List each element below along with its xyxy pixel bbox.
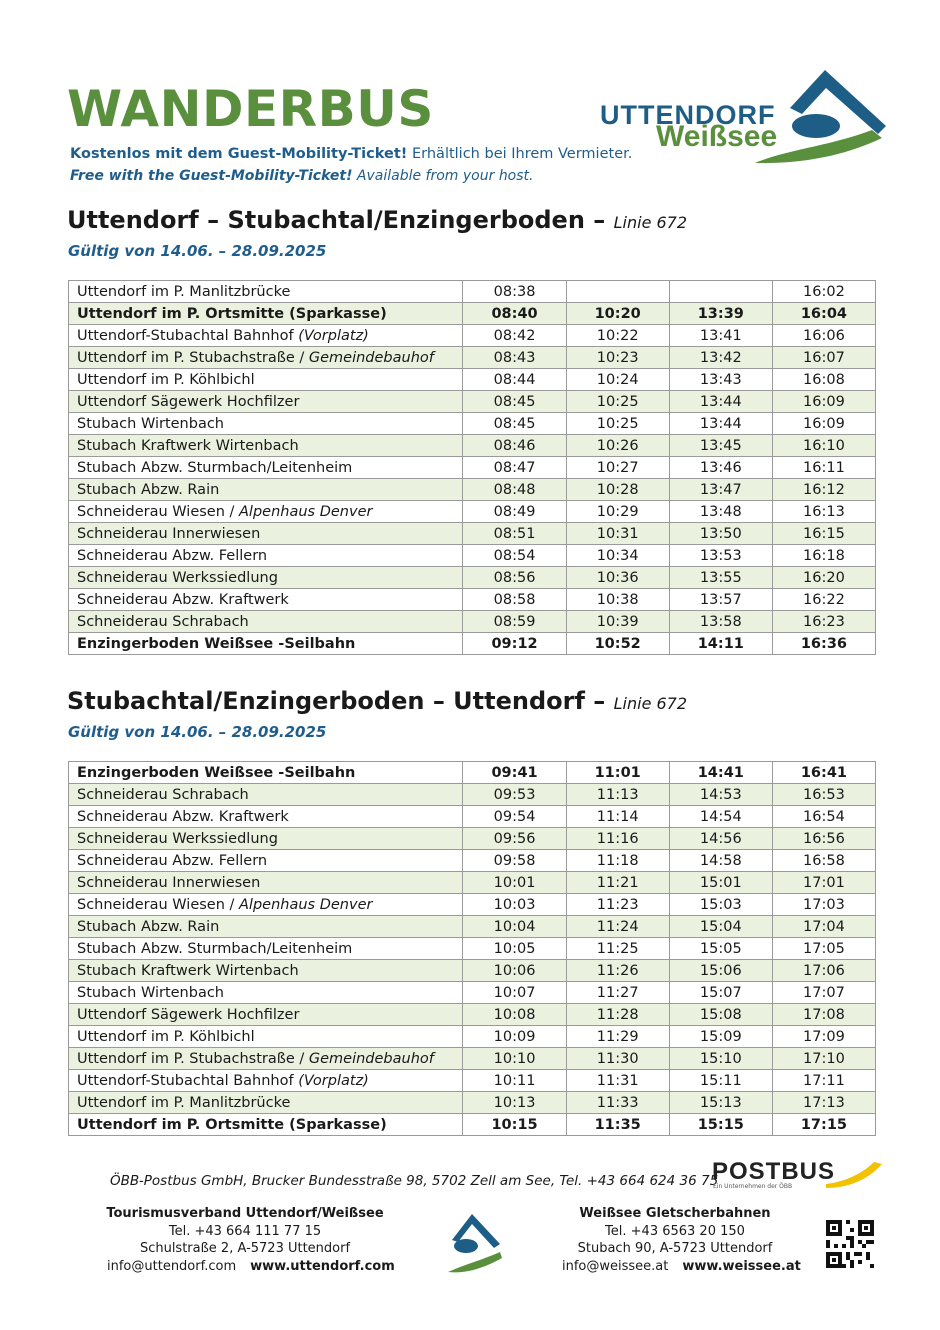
stop-name-cell: [69, 960, 463, 982]
stop-name-cell: [69, 523, 463, 545]
departure-time-cell: 10:07: [463, 982, 566, 1004]
stop-name-cell: [69, 611, 463, 633]
stop-name: Stubach Abzw. Sturmbach/Leitenheim: [77, 459, 353, 476]
departure-time-cell: 10:06: [463, 960, 566, 982]
departure-time-cell: 13:45: [669, 435, 772, 457]
tourism-office-name: Tourismusverband Uttendorf/Weißsee: [106, 1206, 384, 1221]
departure-time-cell: 15:15: [669, 1114, 772, 1136]
stop-name-detail: (Vorplatz): [298, 327, 369, 344]
departure-time-cell: 15:04: [669, 916, 772, 938]
departure-time-cell: 17:13: [772, 1092, 875, 1114]
departure-time-cell: 14:58: [669, 850, 772, 872]
logo-text-uttendorf: UTTENDORF: [600, 100, 776, 130]
stop-name-cell: [69, 347, 463, 369]
tourism-office-contact: [100, 1205, 395, 1275]
departure-time-cell: 13:50: [669, 523, 772, 545]
departure-time-cell: 10:39: [566, 611, 669, 633]
stop-name: Uttendorf im P. Manlitzbrücke: [77, 283, 291, 300]
departure-time-cell: 11:25: [566, 938, 669, 960]
departure-time-cell: 11:35: [566, 1114, 669, 1136]
departure-time-cell: 16:36: [772, 633, 875, 655]
departure-time-cell: 08:48: [463, 479, 566, 501]
stop-name: Stubach Kraftwerk Wirtenbach: [77, 437, 299, 454]
departure-time-cell: 17:11: [772, 1070, 875, 1092]
subtitle-english-bold: Free with the Guest-Mobility-Ticket!: [70, 168, 353, 184]
section1-title: [67, 206, 687, 234]
table-row: [69, 806, 876, 828]
section2-route: Stubachtal/Enzingerboden – Uttendorf –: [67, 687, 614, 715]
departure-time-cell: 08:42: [463, 325, 566, 347]
table-row: [69, 567, 876, 589]
departure-time-cell: 16:08: [772, 369, 875, 391]
departure-time-cell: 14:56: [669, 828, 772, 850]
departure-time-cell: 13:39: [669, 303, 772, 325]
postbus-logo: [712, 1158, 882, 1198]
departure-time-cell: 16:04: [772, 303, 875, 325]
departure-time-cell: 16:20: [772, 567, 875, 589]
table-row: [69, 413, 876, 435]
stop-name-cell: [69, 916, 463, 938]
stop-name-detail: Gemeindebauhof: [308, 349, 434, 366]
departure-time-cell: 17:09: [772, 1026, 875, 1048]
stop-name: Schneiderau Abzw. Kraftwerk: [77, 808, 289, 825]
stop-name: Uttendorf im P. Manlitzbrücke: [77, 1094, 291, 1111]
tourism-office-tel: Tel. +43 664 111 77 15: [168, 1223, 322, 1239]
departure-time-cell: 16:06: [772, 325, 875, 347]
stop-name: Uttendorf Sägewerk Hochfilzer: [77, 1006, 300, 1023]
departure-time-cell: 09:58: [463, 850, 566, 872]
departure-time-cell: 16:22: [772, 589, 875, 611]
departure-time-cell: 10:28: [566, 479, 669, 501]
section2-title: [67, 687, 687, 715]
glacier-railway-name: Weißsee Gletscherbahnen: [579, 1206, 771, 1221]
departure-time-cell: 08:45: [463, 391, 566, 413]
table-row: [69, 281, 876, 303]
table-row: [69, 938, 876, 960]
section2-line: Linie 672: [613, 694, 688, 713]
table-row: [69, 457, 876, 479]
stop-name-cell: [69, 545, 463, 567]
departure-time-cell: 10:01: [463, 872, 566, 894]
stop-name: Schneiderau Wiesen /: [77, 503, 240, 520]
departure-time-cell: 16:58: [772, 850, 875, 872]
subtitle-german-bold: Kostenlos mit dem Guest-Mobility-Ticket!: [70, 146, 408, 162]
table-row: [69, 872, 876, 894]
departure-time-cell: 15:08: [669, 1004, 772, 1026]
stop-name: Uttendorf im P. Ortsmitte (Sparkasse): [77, 305, 387, 322]
departure-time-cell: 08:58: [463, 589, 566, 611]
stop-name: Uttendorf im P. Köhlbichl: [77, 371, 255, 388]
departure-time-cell: 14:41: [669, 762, 772, 784]
glacier-railway-address: Stubach 90, A-5723 Uttendorf: [577, 1241, 773, 1256]
departure-time-cell: 11:01: [566, 762, 669, 784]
departure-time-cell: 10:20: [566, 303, 669, 325]
postbus-wordmark: POSTBUS: [712, 1158, 836, 1185]
stop-name-cell: [69, 1026, 463, 1048]
table-row: [69, 303, 876, 325]
departure-time-cell: 10:25: [566, 413, 669, 435]
stop-name: Schneiderau Schrabach: [77, 613, 249, 630]
departure-time-cell: 08:56: [463, 567, 566, 589]
departure-time-cell: 08:49: [463, 501, 566, 523]
departure-time-cell: 09:54: [463, 806, 566, 828]
departure-time-cell: 13:42: [669, 347, 772, 369]
departure-time-cell: 13:44: [669, 391, 772, 413]
stop-name-cell: [69, 894, 463, 916]
departure-time-cell: 11:28: [566, 1004, 669, 1026]
departure-time-cell: 11:18: [566, 850, 669, 872]
stop-name: Stubach Abzw. Sturmbach/Leitenheim: [77, 940, 353, 957]
stop-name-cell: [69, 457, 463, 479]
departure-time-cell: 15:07: [669, 982, 772, 1004]
departure-time-cell: 09:12: [463, 633, 566, 655]
departure-time-cell: 14:53: [669, 784, 772, 806]
stop-name: Stubach Kraftwerk Wirtenbach: [77, 962, 299, 979]
departure-time-cell: 16:09: [772, 391, 875, 413]
stop-name-cell: [69, 391, 463, 413]
stop-name-cell: [69, 784, 463, 806]
table-row: [69, 435, 876, 457]
departure-time-cell: 08:40: [463, 303, 566, 325]
stop-name: Schneiderau Abzw. Fellern: [77, 852, 268, 869]
departure-time-cell: 08:47: [463, 457, 566, 479]
stop-name: Schneiderau Abzw. Fellern: [77, 547, 268, 564]
departure-time-cell: 11:26: [566, 960, 669, 982]
departure-time-cell: 17:05: [772, 938, 875, 960]
stop-name-cell: [69, 413, 463, 435]
departure-time-cell: 13:53: [669, 545, 772, 567]
table-row: [69, 1070, 876, 1092]
departure-time-cell: 08:45: [463, 413, 566, 435]
departure-time-cell: 10:34: [566, 545, 669, 567]
uttendorf-weissee-logo: [590, 68, 890, 168]
table-row: [69, 391, 876, 413]
table-row: [69, 501, 876, 523]
table-row: [69, 479, 876, 501]
departure-time-cell: 11:27: [566, 982, 669, 1004]
departure-time-cell: 16:07: [772, 347, 875, 369]
tourism-office-email[interactable]: info@uttendorf.com: [107, 1258, 237, 1274]
departure-time-cell: 15:13: [669, 1092, 772, 1114]
stop-name-cell: [69, 633, 463, 655]
stop-name-cell: [69, 982, 463, 1004]
departure-time-cell: [669, 281, 772, 303]
section1-route: Uttendorf – Stubachtal/Enzingerboden –: [67, 206, 614, 234]
stop-name-cell: [69, 850, 463, 872]
departure-time-cell: 13:46: [669, 457, 772, 479]
departure-time-cell: 10:25: [566, 391, 669, 413]
stop-name-cell: [69, 281, 463, 303]
departure-time-cell: 17:15: [772, 1114, 875, 1136]
stop-name-cell: [69, 1048, 463, 1070]
departure-time-cell: 10:31: [566, 523, 669, 545]
departure-time-cell: 16:56: [772, 828, 875, 850]
stop-name: Schneiderau Werkssiedlung: [77, 830, 278, 847]
departure-time-cell: 11:23: [566, 894, 669, 916]
table-row: [69, 589, 876, 611]
table-row: [69, 1092, 876, 1114]
departure-time-cell: 15:11: [669, 1070, 772, 1092]
stop-name-cell: [69, 325, 463, 347]
stop-name: Schneiderau Abzw. Kraftwerk: [77, 591, 289, 608]
stop-name-detail: Alpenhaus Denver: [239, 503, 373, 520]
operator-info: ÖBB-Postbus GmbH, Brucker Bundesstraße 98, 5702 Zell am See, Tel. +43 664 624 36 75: [110, 1173, 719, 1189]
departure-time-cell: 13:48: [669, 501, 772, 523]
table-row: [69, 982, 876, 1004]
stop-name-detail: Gemeindebauhof: [308, 1050, 434, 1067]
departure-time-cell: 11:33: [566, 1092, 669, 1114]
table-row: [69, 1048, 876, 1070]
subtitle-english: [70, 168, 534, 184]
stop-name: Schneiderau Schrabach: [77, 786, 249, 803]
stop-name-cell: [69, 479, 463, 501]
table-row: [69, 1114, 876, 1136]
departure-time-cell: 10:04: [463, 916, 566, 938]
departure-time-cell: 13:58: [669, 611, 772, 633]
qr-code-icon[interactable]: [826, 1220, 874, 1268]
departure-time-cell: 13:43: [669, 369, 772, 391]
departure-time-cell: 16:54: [772, 806, 875, 828]
departure-time-cell: 09:56: [463, 828, 566, 850]
stop-name: Enzingerboden Weißsee -Seilbahn: [77, 764, 356, 781]
departure-time-cell: 08:46: [463, 435, 566, 457]
departure-time-cell: 08:59: [463, 611, 566, 633]
departure-time-cell: 15:03: [669, 894, 772, 916]
departure-time-cell: 15:10: [669, 1048, 772, 1070]
departure-time-cell: 10:29: [566, 501, 669, 523]
stop-name: Stubach Abzw. Rain: [77, 481, 220, 498]
table-row: [69, 762, 876, 784]
stop-name-cell: [69, 567, 463, 589]
stop-name-cell: [69, 369, 463, 391]
departure-time-cell: 10:05: [463, 938, 566, 960]
departure-time-cell: 10:26: [566, 435, 669, 457]
stop-name: Stubach Wirtenbach: [77, 415, 224, 432]
departure-time-cell: 16:11: [772, 457, 875, 479]
timetable-return: [68, 761, 876, 1136]
tourism-office-address: Schulstraße 2, A-5723 Uttendorf: [139, 1241, 351, 1256]
table-row: [69, 545, 876, 567]
departure-time-cell: 16:12: [772, 479, 875, 501]
tourism-office-web[interactable]: www.uttendorf.com: [250, 1258, 395, 1274]
stop-name-cell: [69, 1092, 463, 1114]
stop-name: Schneiderau Wiesen /: [77, 896, 240, 913]
departure-time-cell: 17:01: [772, 872, 875, 894]
section2-validity: Gültig von 14.06. – 28.09.2025: [68, 723, 327, 741]
departure-time-cell: 17:04: [772, 916, 875, 938]
table-row: [69, 894, 876, 916]
stop-name: Stubach Wirtenbach: [77, 984, 224, 1001]
table-row: [69, 347, 876, 369]
departure-time-cell: 10:38: [566, 589, 669, 611]
stop-name-cell: [69, 806, 463, 828]
stop-name-cell: [69, 589, 463, 611]
stop-name-cell: [69, 303, 463, 325]
departure-time-cell: 16:13: [772, 501, 875, 523]
table-row: [69, 916, 876, 938]
table-row: [69, 1026, 876, 1048]
departure-time-cell: 14:11: [669, 633, 772, 655]
departure-time-cell: 15:09: [669, 1026, 772, 1048]
departure-time-cell: 08:38: [463, 281, 566, 303]
mountain-logo-icon: [446, 1210, 502, 1276]
departure-time-cell: 13:57: [669, 589, 772, 611]
table-row: [69, 850, 876, 872]
departure-time-cell: 11:16: [566, 828, 669, 850]
departure-time-cell: 10:52: [566, 633, 669, 655]
glacier-railway-email[interactable]: info@weissee.at: [562, 1258, 669, 1274]
departure-time-cell: 08:44: [463, 369, 566, 391]
departure-time-cell: 09:41: [463, 762, 566, 784]
departure-time-cell: 11:29: [566, 1026, 669, 1048]
departure-time-cell: 16:15: [772, 523, 875, 545]
stop-name: Uttendorf-Stubachtal Bahnhof: [77, 1072, 299, 1089]
departure-time-cell: 11:31: [566, 1070, 669, 1092]
departure-time-cell: 10:27: [566, 457, 669, 479]
departure-time-cell: 11:21: [566, 872, 669, 894]
departure-time-cell: 14:54: [669, 806, 772, 828]
postbus-tagline: Ein Unternehmen der ÖBB: [713, 1183, 793, 1190]
postbus-swoosh-icon: [824, 1160, 884, 1190]
stop-name-cell: [69, 1114, 463, 1136]
departure-time-cell: 16:53: [772, 784, 875, 806]
departure-time-cell: 16:23: [772, 611, 875, 633]
departure-time-cell: 13:55: [669, 567, 772, 589]
stop-name: Uttendorf im P. Ortsmitte (Sparkasse): [77, 1116, 387, 1133]
departure-time-cell: 17:07: [772, 982, 875, 1004]
stop-name: Enzingerboden Weißsee -Seilbahn: [77, 635, 356, 652]
departure-time-cell: 10:09: [463, 1026, 566, 1048]
departure-time-cell: 08:51: [463, 523, 566, 545]
departure-time-cell: 10:23: [566, 347, 669, 369]
departure-time-cell: 16:18: [772, 545, 875, 567]
stop-name-detail: (Vorplatz): [298, 1072, 369, 1089]
table-row: [69, 325, 876, 347]
departure-time-cell: 17:06: [772, 960, 875, 982]
departure-time-cell: 11:14: [566, 806, 669, 828]
stop-name-cell: [69, 762, 463, 784]
stop-name-cell: [69, 828, 463, 850]
stop-name: Schneiderau Werkssiedlung: [77, 569, 278, 586]
departure-time-cell: 11:13: [566, 784, 669, 806]
stop-name: Schneiderau Innerwiesen: [77, 874, 261, 891]
departure-time-cell: 15:01: [669, 872, 772, 894]
glacier-railway-contact: [555, 1205, 801, 1275]
stop-name: Schneiderau Innerwiesen: [77, 525, 261, 542]
logo-text-weissee: Weißsee: [656, 120, 778, 153]
departure-time-cell: 10:10: [463, 1048, 566, 1070]
departure-time-cell: 10:11: [463, 1070, 566, 1092]
table-row: [69, 960, 876, 982]
departure-time-cell: 17:03: [772, 894, 875, 916]
stop-name: Uttendorf-Stubachtal Bahnhof: [77, 327, 299, 344]
departure-time-cell: 10:13: [463, 1092, 566, 1114]
departure-time-cell: 17:08: [772, 1004, 875, 1026]
departure-time-cell: 10:15: [463, 1114, 566, 1136]
departure-time-cell: 13:44: [669, 413, 772, 435]
table-row: [69, 828, 876, 850]
departure-time-cell: 13:47: [669, 479, 772, 501]
departure-time-cell: 17:10: [772, 1048, 875, 1070]
table-row: [69, 1004, 876, 1026]
glacier-railway-web[interactable]: www.weissee.at: [682, 1258, 801, 1274]
table-row: [69, 784, 876, 806]
departure-time-cell: 11:30: [566, 1048, 669, 1070]
subtitle-english-rest: Available from your host.: [356, 168, 534, 184]
stop-name: Uttendorf im P. Stubachstraße /: [77, 349, 309, 366]
departure-time-cell: 15:06: [669, 960, 772, 982]
subtitle-german: [70, 146, 632, 162]
departure-time-cell: 16:10: [772, 435, 875, 457]
departure-time-cell: 09:53: [463, 784, 566, 806]
departure-time-cell: 10:22: [566, 325, 669, 347]
section1-line: Linie 672: [613, 213, 688, 232]
departure-time-cell: 10:36: [566, 567, 669, 589]
departure-time-cell: [566, 281, 669, 303]
departure-time-cell: 10:03: [463, 894, 566, 916]
glacier-railway-tel: Tel. +43 6563 20 150: [605, 1223, 745, 1239]
table-row: [69, 633, 876, 655]
departure-time-cell: 08:54: [463, 545, 566, 567]
stop-name-cell: [69, 1070, 463, 1092]
table-row: [69, 369, 876, 391]
departure-time-cell: 11:24: [566, 916, 669, 938]
stop-name: Uttendorf im P. Köhlbichl: [77, 1028, 255, 1045]
table-row: [69, 523, 876, 545]
table-row: [69, 611, 876, 633]
subtitle-german-rest: Erhältlich bei Ihrem Vermieter.: [412, 146, 633, 162]
stop-name-cell: [69, 1004, 463, 1026]
departure-time-cell: 13:41: [669, 325, 772, 347]
departure-time-cell: 16:41: [772, 762, 875, 784]
timetable-outbound: [68, 280, 876, 655]
departure-time-cell: 08:43: [463, 347, 566, 369]
departure-time-cell: 16:02: [772, 281, 875, 303]
departure-time-cell: 10:24: [566, 369, 669, 391]
stop-name-detail: Alpenhaus Denver: [239, 896, 373, 913]
departure-time-cell: 16:09: [772, 413, 875, 435]
stop-name-cell: [69, 938, 463, 960]
stop-name: Uttendorf Sägewerk Hochfilzer: [77, 393, 300, 410]
stop-name: Uttendorf im P. Stubachstraße /: [77, 1050, 309, 1067]
departure-time-cell: 15:05: [669, 938, 772, 960]
stop-name-cell: [69, 872, 463, 894]
departure-time-cell: 10:08: [463, 1004, 566, 1026]
page-title: WANDERBUS: [67, 80, 434, 138]
section1-validity: Gültig von 14.06. – 28.09.2025: [68, 242, 327, 260]
stop-name-cell: [69, 435, 463, 457]
stop-name-cell: [69, 501, 463, 523]
stop-name: Stubach Abzw. Rain: [77, 918, 220, 935]
